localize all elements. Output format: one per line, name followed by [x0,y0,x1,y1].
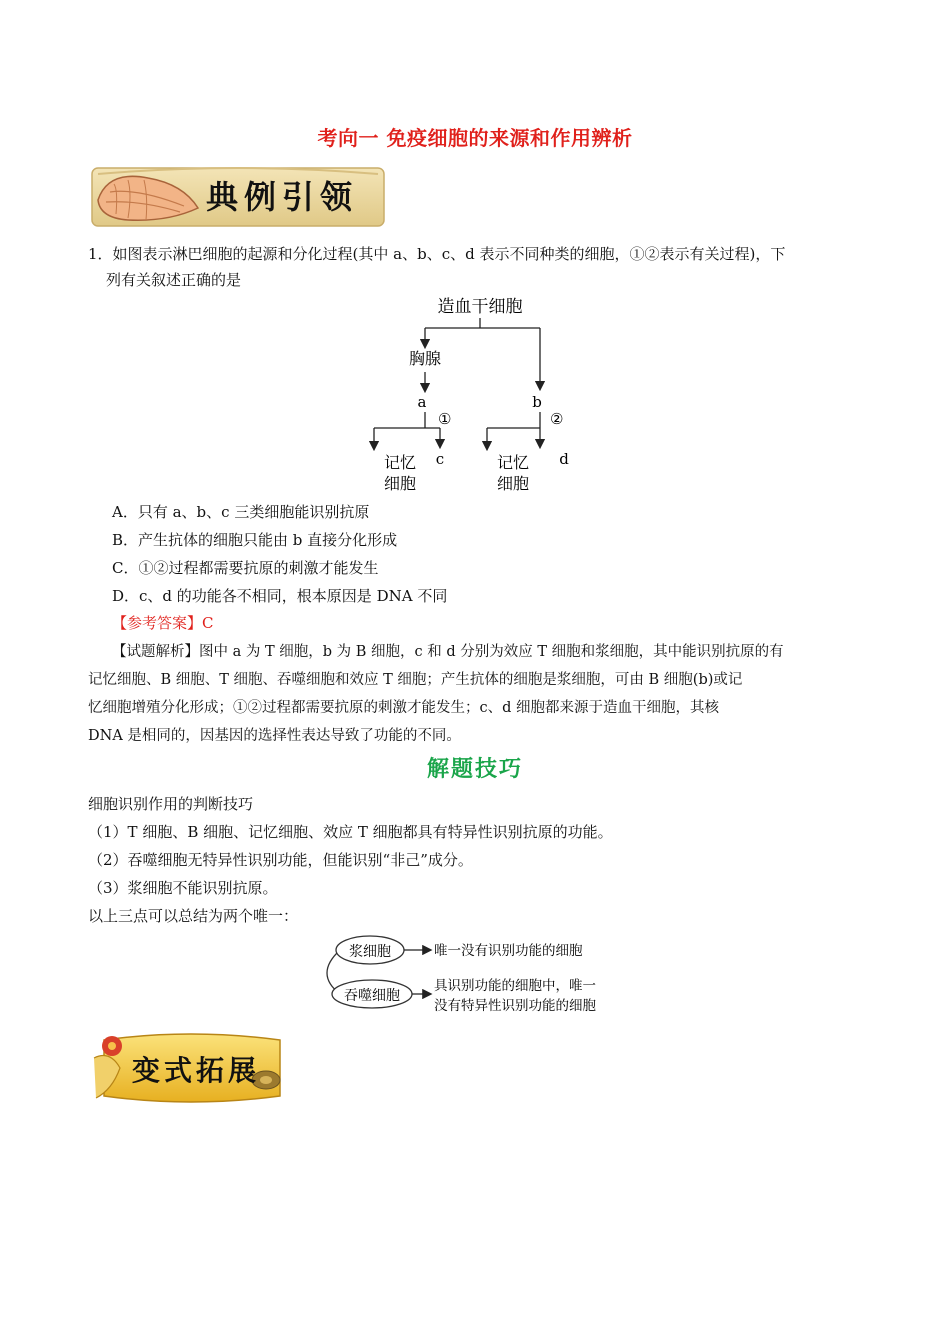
phagocyte-desc-1: 具识别功能的细胞中，唯一 [434,978,596,994]
phagocyte-desc-2: 没有特异性识别功能的细胞 [434,998,596,1014]
node-memory-a-top: 记忆 [383,453,417,472]
analysis [88,638,864,750]
node-b: b [532,393,542,411]
step-1-label: ① [438,410,452,428]
tip-1: （1）T 细胞、B 细胞、记忆细胞、效应 T 细胞都具有特异性识别抗原的功能。 [88,823,613,841]
node-c: c [435,450,445,468]
flower-icon [102,1036,122,1056]
analysis-label: 【试题解析】 [112,644,199,660]
node-a: a [417,393,427,411]
variant-banner-image [90,1028,290,1108]
banner-scroll-image [88,160,388,232]
answer-value: C [202,614,214,632]
option-c: C．①②过程都需要抗原的刺激才能发生 [112,559,379,577]
analysis-line3: 忆细胞增殖分化形成；①②过程都需要抗原的刺激才能发生；c、d 细胞都来源于造血干细胞，其核 [88,700,720,716]
tips-title: 解题技巧 [426,756,523,782]
answer-label: 【参考答案】 [112,614,203,632]
variant-banner [90,1028,290,1108]
section-title: 考向一 免疫细胞的来源和作用辨析 [317,126,633,150]
option-d: D．c、d 的功能各不相同，根本原因是 DNA 不同 [112,587,448,605]
summary-diagram [312,930,642,1020]
tip-summary: 以上三点可以总结为两个唯一： [88,907,299,925]
node-memory-b-top: 记忆 [496,453,530,472]
node-memory-b-bottom: 细胞 [496,474,530,493]
option-b: B．产生抗体的细胞只能由 b 直接分化形成 [112,531,398,549]
option-a: A．只有 a、b、c 三类细胞能识别抗原 [112,503,370,521]
node-stem-cell: 造血干细胞 [437,297,523,317]
tip-2: （2）吞噬细胞无特异性识别功能，但能识别“非己”成分。 [88,851,473,869]
node-d: d [559,450,569,468]
tip-intro: 细胞识别作用的判断技巧 [88,795,254,813]
phagocyte-label: 吞噬细胞 [344,988,400,1004]
lymphocyte-origin-diagram [360,292,600,498]
step-2-label: ② [550,410,564,428]
analysis-line4: DNA 是相同的，因基因的选择性表达导致了功能的不同。 [88,728,461,744]
analysis-line1: 图中 a 为 T 细胞，b 为 B 细胞，c 和 d 分别为效应 T 细胞和浆细胞，其中能识别抗原的有 [199,644,784,660]
analysis-line2: 记忆细胞、B 细胞、T 细胞、吞噬细胞和效应 T 细胞；产生抗体的细胞是浆细胞，可由 B 细胞(b)或记 [88,672,743,688]
node-thymus: 胸腺 [408,349,442,368]
plasma-cell-label: 浆细胞 [349,944,391,960]
example-banner [88,160,388,232]
node-memory-a-bottom: 细胞 [383,474,417,493]
question-stem-line1: 如图表示淋巴细胞的起源和分化过程(其中 a、b、c、d 表示不同种类的细胞，①②表示有关过程)，下 [112,245,786,263]
tip-3: （3）浆细胞不能识别抗原。 [88,879,278,897]
banner-variant-text: 变式拓展 [132,1054,261,1087]
plasma-desc: 唯一没有识别功能的细胞 [434,943,583,959]
banner-example-text: 典例引领 [206,178,359,216]
answer [112,612,214,633]
question-number: 1． [88,245,113,263]
question-stem [88,241,878,268]
question-stem-line2: 列有关叙述正确的是 [106,271,242,289]
